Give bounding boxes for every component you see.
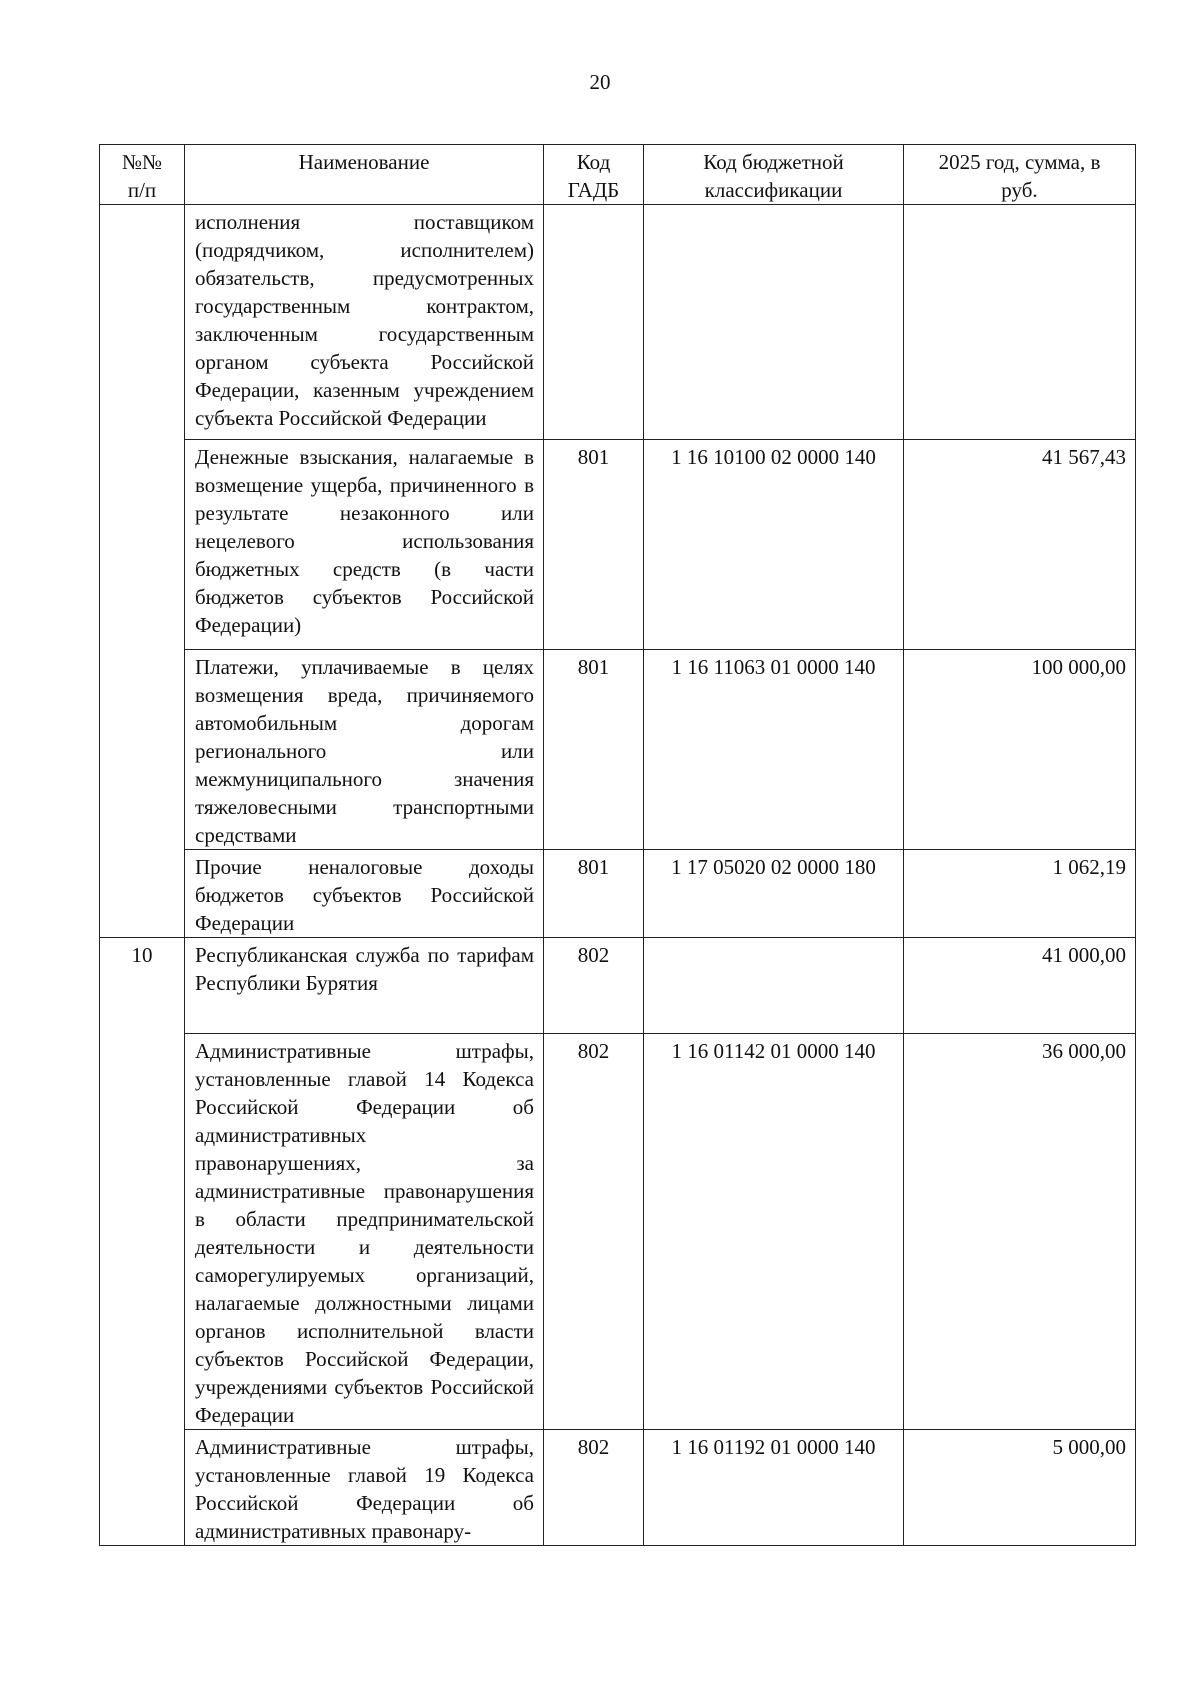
row-name: Административные штрафы, установленные главой 19 Кодекса Российской Федерации об административных правонару- xyxy=(185,1430,544,1546)
row-name: Административные штрафы, установленные главой 14 Кодекса Российской Федерации об административных правонарушениях, за административные правонарушения в области предпринимательской деятельности и деятельности саморегулируемых организаций, налагаемые должностными лицами органов исполнительной власти субъектов Российской Федерации, учреждениями субъектов Российской Федерации xyxy=(185,1034,544,1430)
row-sum xyxy=(904,205,1136,440)
row-num xyxy=(100,1430,185,1546)
row-gadb: 801 xyxy=(544,850,644,938)
row-name: Платежи, уплачиваемые в целях возмещения вреда, причиняемого автомобильным дорогам регионального или межмуниципального значения тяжеловесными транспортными средствами xyxy=(185,650,544,850)
row-num: 10 xyxy=(100,938,185,1034)
row-kbk: 1 17 05020 02 0000 180 xyxy=(644,850,904,938)
table-row xyxy=(100,650,1136,850)
row-sum: 41 000,00 xyxy=(904,938,1136,1034)
table-row xyxy=(100,850,1136,938)
row-num xyxy=(100,205,185,440)
row-kbk: 1 16 01192 01 0000 140 xyxy=(644,1430,904,1546)
row-sum: 1 062,19 xyxy=(904,850,1136,938)
row-num xyxy=(100,440,185,650)
row-gadb: 802 xyxy=(544,1034,644,1430)
header-num: №№ п/п xyxy=(100,145,185,205)
row-name: Прочие неналоговые доходы бюджетов субъектов Российской Федерации xyxy=(185,850,544,938)
row-name: Денежные взыскания, налагаемые в возмещение ущерба, причиненного в результате незаконного или нецелевого использования бюджетных средств (в части бюджетов субъектов Российской Федерации) xyxy=(185,440,544,650)
row-kbk xyxy=(644,938,904,1034)
row-num xyxy=(100,650,185,850)
header-gadb: Код ГАДБ xyxy=(544,145,644,205)
page-number: 20 xyxy=(589,70,611,94)
table-row xyxy=(100,938,1136,1034)
row-kbk: 1 16 10100 02 0000 140 xyxy=(644,440,904,650)
table-row xyxy=(100,1430,1136,1546)
row-kbk: 1 16 11063 01 0000 140 xyxy=(644,650,904,850)
row-kbk: 1 16 01142 01 0000 140 xyxy=(644,1034,904,1430)
row-kbk xyxy=(644,205,904,440)
header-kbk: Код бюджетной классификации xyxy=(644,145,904,205)
row-name: исполнения поставщиком (подрядчиком, исполнителем) обязательств, предусмотренных государственным контрактом, заключенным государственным органом субъекта Российской Федерации, казенным учреждением субъекта Российской Федерации xyxy=(185,205,544,440)
table-header-row xyxy=(100,145,1136,205)
row-gadb xyxy=(544,205,644,440)
header-sum: 2025 год, сумма, в руб. xyxy=(904,145,1136,205)
row-num xyxy=(100,1034,185,1430)
row-gadb: 802 xyxy=(544,938,644,1034)
table-row xyxy=(100,440,1136,650)
row-gadb: 801 xyxy=(544,650,644,850)
row-sum: 100 000,00 xyxy=(904,650,1136,850)
row-gadb: 802 xyxy=(544,1430,644,1546)
header-name: Наименование xyxy=(185,145,544,205)
table-row xyxy=(100,205,1136,440)
table-row xyxy=(100,1034,1136,1430)
row-num xyxy=(100,850,185,938)
budget-revenue-table xyxy=(99,144,1136,1546)
row-gadb: 801 xyxy=(544,440,644,650)
row-sum: 5 000,00 xyxy=(904,1430,1136,1546)
row-sum: 36 000,00 xyxy=(904,1034,1136,1430)
row-sum: 41 567,43 xyxy=(904,440,1136,650)
row-name: Республиканская служба по тарифам Республики Бурятия xyxy=(185,938,544,1034)
